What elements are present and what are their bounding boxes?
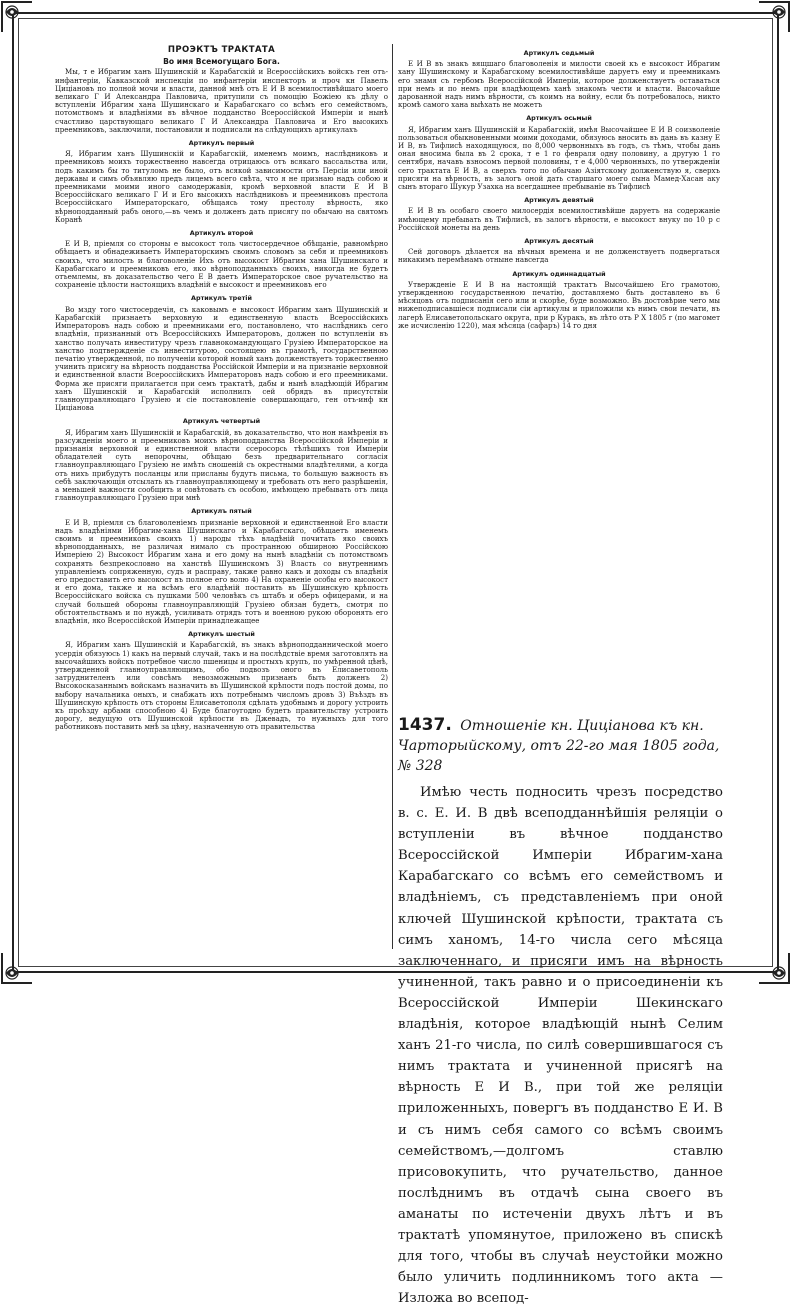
column-divider <box>392 44 393 949</box>
treaty-title: ПРОЭКТЪ ТРАКТАТА <box>167 45 276 55</box>
article-heading: Артикулъ одиннадцатый <box>512 269 606 278</box>
article-heading: Артикулъ второй <box>189 229 254 238</box>
article-text: Е И В, пріемля со стороны е высокост толь чистосердечное обѣщаніе, равномѣрно обѣщаетъ и обнадеживаетъ Императорскимъ своимъ словомъ за себя и преемниковъ своихъ, что милость и благоволеніе Ихъ отъ высокост Ибрагим хана Шушинскаго и Карабагскаго и преемниковъ его, яко вѣрноподданныхъ своихъ, никогда не будетъ отъемлемы, въ доказательство чего Е В даетъ Императорское свое ручательство на сохраненіе цѣлости настоящихъ владѣній е высокост и преемниковъ его <box>55 239 388 290</box>
letter-heading <box>398 715 723 776</box>
article-text: Я, Ибрагим ханъ Шушинскій и Карабагскій, въ доказательство, что нон намѣренія въ разсужденіи моего и преемниковъ моихъ вѣрноподданства Всероссійской Имперіи и признанія верховной и единственной власти ссеросорсь тѣлѣшихъ тоя Имперіи обладателей суть непорочны, обѣщаю безъ предварительнаго согласія главноуправляющаго Грузіею не имѣть сношеній съ окрестными владѣтелями, а когда отъ нихъ прибудутъ посланцы или присланы будутъ письма, то большую важность въ себѣ заключающія отсылать къ главноуправляющему и требовать отъ него разрѣшенія, а меньшей важности сообщить и совѣтовать съ особою, имѣющею пребывать отъ лица главноуправляющаго Грузіею при мнѣ <box>55 427 388 503</box>
article-heading: Артикулъ осьмый <box>526 114 592 123</box>
article-heading: Артикулъ пятый <box>191 507 252 516</box>
letter-body: Имѣю честь подносить чрезъ посредство в. с. Е. И. В двѣ всеподданнѣйшія реляціи о вступленіи въ вѣчное подданство Всероссійской Имперіи Ибрагим-хана Карабагскаго со всѣмъ его семействомъ и владѣніемъ, съ представленіемъ при оной ключей Шушинской крѣпости, трактата съ симъ ханомъ, 14-го числа сего мѣсяца заключеннаго, и присяги имъ на вѣрность учиненной, такъ равно и о присоединеніи къ Всероссійской Имперіи Шекинскаго владѣнія, которое владѣющій нынѣ Селим ханъ 21-го числа, по силѣ совершившагося съ нимъ трактата и учиненной присягѣ на вѣрность Е И В., при той же реляціи приложенныхъ, повергъ въ подданство Е И. В и съ нимъ себя самого со всѣмъ своимъ семействомъ,—долгомъ ставлю присовокупить, что ручательство, данное послѣднимъ въ отдачѣ сына своего въ аманаты по истеченіи двухъ лѣтъ и въ трактатѣ упомянутое, приложено въ спискѣ для того, чтобы въ случаѣ неустойки можно было уличить подлинникомъ того акта —Изложа во всепод- <box>398 785 723 1307</box>
article-text: Е И В, пріемля съ благоволеніемъ признаніе верховной и единственной Его власти надъ владѣніями Ибрагим-хана Шушинскаго и Карабагскаго, обѣщаетъ именемъ своимъ и преемниковъ своихъ 1) народы тѣхъ владѣній почитать яко своихъ вѣрноподданныхъ, не различая нимало съ пространною обширною Россійскою Имперіею 2) Высокост Ибрагим хана и его дому на нынѣ владѣніи съ потомствомъ сохранять безпрекословно на ханствѣ Шушинскомъ 3) Власть со внутреннимъ управленіемъ сопряженную, судъ и расправу, также равно какъ и доходы съ владѣнія его предоставить его высокост въ полное его волю 4) На охраненіе особы его высокост и его дома, также и на всѣмъ его владѣній поставить въ Шушинскую крѣпость Всероссійскаго войска съ пушками 500 человѣкъ съ штабъ и оберъ офицерами, и на случай большей обороны главноуправляющій Грузіею обязан будетъ, смотря по обстоятельствамъ и по нуждѣ, усиливать отрядъ тотъ и военною рукою оборонять его владѣнія, яко Всероссійской Имперіи принадлежащее <box>55 517 388 625</box>
corner-ornament-icon <box>0 951 34 985</box>
article-heading: Артикулъ девятый <box>524 196 594 205</box>
corner-ornament-icon <box>757 0 791 34</box>
article-heading: Артикулъ четвертый <box>182 417 261 426</box>
article-heading: Артикулъ десятый <box>524 237 594 246</box>
article-text: Утвержденіе Е И В на настоящій трактатъ Высочайшею Его грамотою, утвержденною государственною печатію, доставляемо быть доставлено въ 6 мѣсяцовъ отъ подписанія сего или и скорѣе, буде возможно. Въ достовѣрие чего мы нижеподписавшіеся подписали сіи артикулы и приложили къ нимъ свои печати, въ лагерѣ Елисаветопольскаго округа, при р Куракъ, въ лѣто отъ Р Х 1805 г (по магомет же исчисленію 1220), мая мѣсяца (сафаръ) 14 го дня <box>398 279 720 330</box>
corner-ornament-icon <box>0 0 34 34</box>
article-text: Сей договоръ дѣлается на вѣчныя времена и не долженствуетъ подвергаться никакимъ перемѣнамъ отныне навсегда <box>398 247 720 265</box>
article-text: Е И В въ знакъ вящшаго благоволенія и милости своей къ е высокост Ибрагим хану Шушинскому и Карабагскому всемилостивѣйше даруетъ ему и преемникамъ его знамя съ гербомъ Всероссійской Имперіи, которое долженствуетъ оставаться при немъ и по немъ при владѣющемъ ханѣ знакомъ чести и власти. Высочайше дарованной надъ нимъ вѣрности, съ коимъ на войну, если бъ потребовалось, никто кромѣ самого хана выѣхать не можетъ <box>398 59 720 110</box>
treaty-column-right <box>398 44 720 449</box>
document-number: 1437. <box>398 715 452 735</box>
article-heading: Артикулъ первый <box>188 139 255 148</box>
article-heading: Артикулъ седьмый <box>523 49 595 57</box>
letter-section <box>398 715 723 1307</box>
letter-title: Отношеніе кн. Циціанова къ кн. Чарторыйскому, отъ 22-го мая 1805 года, № 328 <box>398 718 720 774</box>
treaty-invocation: Во имя Всемогущаго Бога. <box>163 57 280 67</box>
article-text: Я, Ибрагим ханъ Шушинскій и Карабагскій, именемъ моимъ, наслѣдниковъ и преемниковъ моихъ торжественно навсегда отрицаюсь отъ всякаго вассальства или, подъ какимъ бы то титуломъ не было, отъ всякой зависимости отъ Персіи или иной державы и симъ объявляю предъ лицемъ всего свѣта, что я не признаю надъ собою и преемниками моими иного самодержавія, кромѣ верховной власти Е И В Всероссійскаго великаго Г И и Его высокихъ наслѣдниковъ и преемниковъ престола Всероссійскаго Императорскаго, обѣщаясь тому престолу вѣрность, яко вѣрноподданный рабъ оного,—въ чемъ и долженъ дать присягу по обычаю на святомъ Коранѣ <box>55 149 388 224</box>
article-heading: Артикулъ шестый <box>188 630 255 639</box>
article-text: Во мзду того чистосердечія, съ каковымъ е высокост Ибрагим ханъ Шушинскій и Карабагскій признаетъ верховную и единственную власть Всероссійскихъ Императоровъ надъ собою и преемниками его, постановлено, что наслѣдникъ сего владѣнія, признанный отъ Всероссійскихъ Императоровъ, должен по вступленіи въ ханство получать инвеституру чрезъ главнокомандующаго Грузіею Императорское на ханство подтвержденіе съ инвеститурою, состоящею въ грамотѣ, государственною печатію утвержденной, по полученіи которой новый ханъ долженствуетъ торжественно учинить присягу на вѣрность подданства Россійской Имперіи и на признаніе верховной и единственной власти Всероссійскихъ Императоровъ надъ собою и его преемниками. Форма же присяги прилагается при семъ трактатѣ, дабы и нынѣ владѣющій Ибрагим ханъ Шушинскій и Карабагскій исполнилъ сей обрядъ въ присутствіи главноуправляющаго Грузіею и сіе постановленіе совершающаго, ген отъ-инф кн Циціанова <box>55 304 388 413</box>
article-text: Е И В въ особаго своего милосердія всемилостивѣйше даруетъ на содержаніе имѣющему пребывать въ Тифлисѣ, въ залогъ вѣрности, е высокост внуку по 10 р с Россійской монеты на день <box>398 206 720 232</box>
article-text: Я, Ибрагим ханъ Шушинскій и Карабагскій, имѣя Высочайшее Е И В соизволеніе пользоваться обыкновенными моими доходами, обязуюсь вносить въ дань въ казну Е И В, въ Тифлисѣ находящуюся, по 8,000 червонныхъ въ годъ, съ тѣмъ, чтобы дань оная вносима была въ 2 срока, т е 1 го февраля одну половину, а другую 1 го сентября, начавъ взносомъ первой половины, т е 4,000 червонныхъ, по утвержденіи сего трактата Е И В, а сверхъ того по обычаю Азіятскому долженствую я, сверхъ присяги на вѣрность, въ залогъ оной дать старшаго моего сына Мамед-Хасан аку сынъ втораго Шукур Узахка на всегдашнее пребываніе въ Тифлисѣ <box>398 124 720 192</box>
article-heading: Артикулъ третій <box>191 294 252 303</box>
treaty-column-left <box>55 44 388 949</box>
article-text: Я, Ибрагим ханъ Шушинскій и Карабагскій, въ знакъ вѣрноподданнической моего усердія обязуюсь 1) какъ на первый случай, такъ и на послѣдствіе время заготовлять на высочайшихъ войскъ потребное число пшеницы и простыхъ крупъ, по умѣренной цѣнѣ, утвержденной главноуправляющимъ, обо подвозъ оного въ Елисаветополь затруднителенъ или совсѣмъ невозможнымъ признанъ быть долженъ 2) Высокосказаннымъ войскамъ назначить въ Шушинской крѣпости подъ постой домы, по выбору начальника оныхъ, и снабжать ихъ потребнымъ числомъ дровъ 3) Въѣздъ въ Шушинскую крѣпость отъ стороны Елисаветополя сдѣлать удобнымъ и дорогу устроить къ проѣзду арбами способною 4) Буде благоугодно будетъ правительству устроить дорогу, ведущую отъ Шушинской крѣпости въ Джевадъ, то нужныхъ для того работниковъ поставить мнѣ за цѣну, назначенную отъ правительства <box>55 640 388 732</box>
treaty-preamble: Мы, т е Ибрагим ханъ Шушинскій и Карабагскій и Всероссійскихъ войскъ ген отъ-инфантеріи, Кавказской инспекціи по инфантеріи инспекторъ и проч кн Павелъ Циціановъ по полной мочи и власти, данной мнѣ отъ Е И В всемилостивѣйшаго моего великаго Г И Александра Павловича, притупили съ помощію Божіею къ дѣлу о вступленіи Ибрагим хана Шушинскаго и Карабагскаго со всѣмъ его семействомъ, потомствомъ и владѣніями въ вѣчное подданство Всероссійской Имперіи и нынѣ счастливо царствующаго великаго Г И Александра Павловича и Его высокихъ преемниковъ, заключили, постановили и подписали на слѣдующихъ артикулахъ <box>55 67 388 134</box>
corner-ornament-icon <box>757 951 791 985</box>
